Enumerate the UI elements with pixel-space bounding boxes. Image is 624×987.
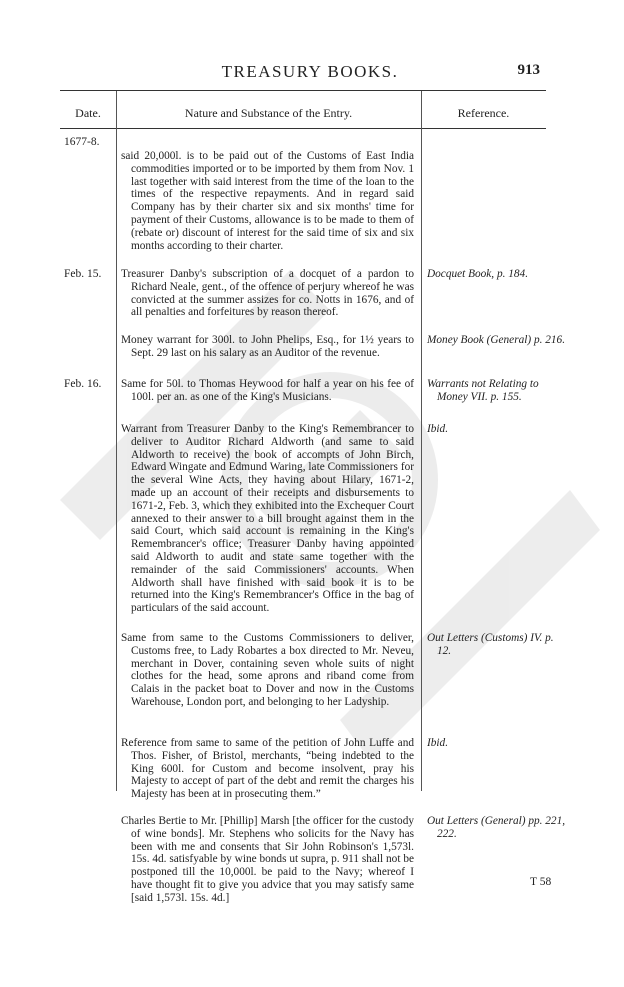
entry-reference: Out Letters (General) pp. 221, 222. xyxy=(427,815,566,840)
column-header-nature: Nature and Substance of the Entry. xyxy=(184,106,353,120)
column-divider-right xyxy=(421,91,422,791)
column-divider-left xyxy=(116,91,117,791)
signature-mark: T 58 xyxy=(530,876,552,888)
entry-text: Same for 50l. to Thomas Heywood for half a year on his fee of 100l. per an. as one of the King's Musicians. xyxy=(121,378,414,403)
entry-text: Charles Bertie to Mr. [Phillip] Marsh [the officer for the custody of wine bonds]. Mr. Stephens who solicits for the Navy has been with me and consents that Sir John Robinson's 1,573l. 15s. 4d. satisfyable by wine bonds ut supra, p. 911 shall not be postponed till the 10,000l. be paid to the Navy; whereof I have thought fit to give you advice that you may satisfy same [said 1,573l. 15s. 4d.] xyxy=(121,815,414,904)
header-rule xyxy=(60,128,546,129)
entry-reference: Docquet Book, p. 184. xyxy=(427,268,529,280)
entry-text: Reference from same to same of the petition of John Luffe and Thos. Fisher, of Bristol, merchants, “being indebted to the King 600l. for Custom and become insolvent, pray his Majesty to accept of part of the debt and remit the charges his Majesty has been at in prosecuting them.” xyxy=(121,737,414,801)
top-rule xyxy=(60,90,546,91)
page-number: 913 xyxy=(517,62,540,78)
column-header-reference: Reference. xyxy=(457,106,510,120)
entry-text: Treasurer Danby's subscription of a docquet of a pardon to Richard Neale, gent., of the offence of perjury whereof he was convicted at the summer assizes for co. Notts in 1676, and of all penalties and forfeitures by reason thereof. xyxy=(121,268,414,319)
column-header-date: Date. xyxy=(75,106,101,120)
entry-reference: Money Book (General) p. 216. xyxy=(427,334,566,346)
entry-date: Feb. 15. xyxy=(64,268,102,280)
entry-reference: Out Letters (Customs) IV. p. 12. xyxy=(427,632,554,657)
running-head: TREASURY BOOKS. xyxy=(221,62,399,81)
entry-text: said 20,000l. is to be paid out of the Customs of East India commodities imported or to be imported by them from Nov. 1 last together with said interest from the time of the loan to the times of the respective repayments. And in regard said Company has by their charter six and six months' time for payment of their Customs, allowance is to be made to them of (rebate or) discount of interest for the said time of six and six months according to their charter. xyxy=(121,150,414,252)
entry-text: Money warrant for 300l. to John Phelips, Esq., for 1½ years to Sept. 29 last on his salary as an Auditor of the revenue. xyxy=(121,334,414,359)
entry-date: Feb. 16. xyxy=(64,378,102,390)
entry-text: Warrant from Treasurer Danby to the King's Remembrancer to deliver to Auditor Richard Aldworth (and same to said Aldworth to receive) the book of accompts of John Birch, Edward Wingate and Edmund Waring, late Commissioners for the several Wine Acts, they having about Hilary, 1671-2, made up an account of their receipts and disbursements to 1671-2, Feb. 3, which they exhibited into the Exchequer Court annexed to their answer to a bill brought against them in the said Court, which said account is remaining in the King's Remembrancer's office; Treasurer Danby having appointed said Aldworth to audit and state same together with the remainder of the said Commissioners' accounts. When Aldworth shall have finished with said book it is to be returned into the King's Remembrancer's Office in the bag of particulars of the said account. xyxy=(121,423,414,615)
entry-reference: Ibid. xyxy=(427,737,449,749)
entry-date: 1677-8. xyxy=(64,136,100,148)
entry-reference: Warrants not Relating to Money VII. p. 155. xyxy=(427,378,539,403)
entry-text: Same from same to the Customs Commissioners to deliver, Customs free, to Lady Robartes a box directed to Mr. Neveu, merchant in Dover, containing seven whole suits of night clothes for the head, some aprons and riband come from Calais in the packet boat to Dover and now in the Customs Warehouse, London port, and belonging to her Ladyship. xyxy=(121,632,414,708)
entry-reference: Ibid. xyxy=(427,423,449,435)
